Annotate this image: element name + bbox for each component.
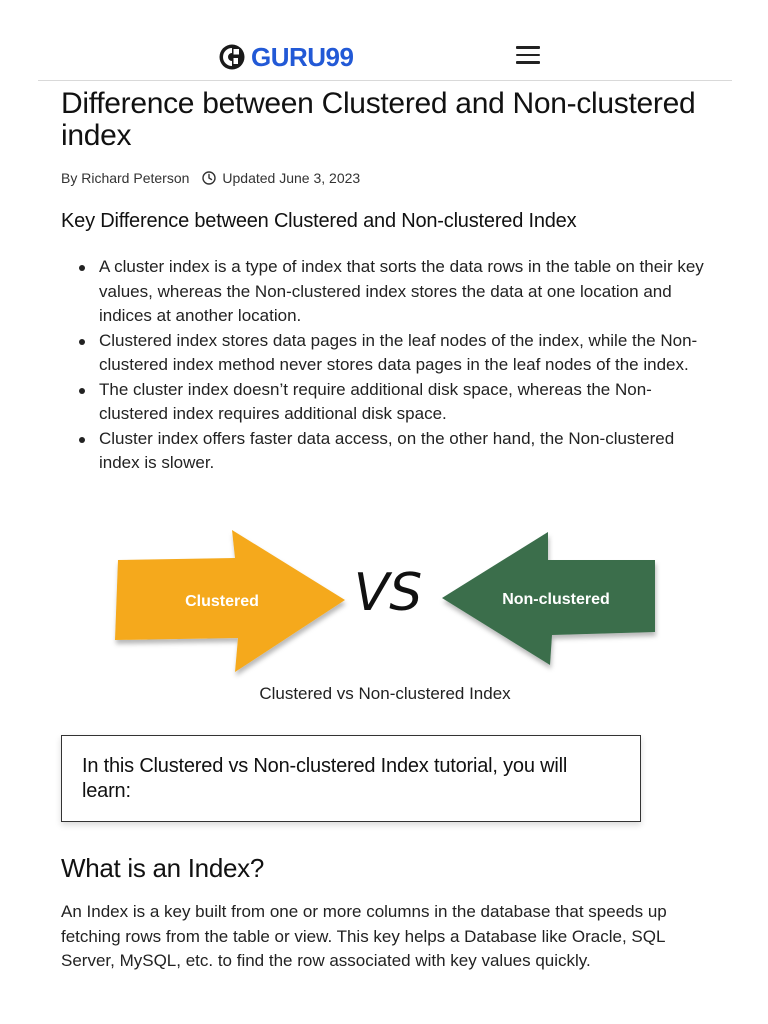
list-item: The cluster index doesn’t require additional disk space, whereas the Non-clustered index requires additional disk space.	[99, 378, 717, 427]
logo-text: GURU99	[251, 42, 354, 72]
section-heading-what-is-index: What is an Index?	[61, 853, 265, 883]
figure-caption: Clustered vs Non-clustered Index	[259, 684, 511, 703]
key-difference-heading: Key Difference between Clustered and Non-clustered Index	[61, 210, 577, 232]
clustered-label: Clustered	[185, 593, 259, 610]
table-of-contents-box	[61, 735, 641, 822]
toc-title: In this Clustered vs Non-clustered Index tutorial, you will learn:	[82, 755, 568, 802]
clustered-vs-nonclustered-image	[110, 520, 665, 680]
list-item: Cluster index offers faster data access, on the other hand, the Non-clustered index is slower.	[99, 427, 717, 476]
list-item: Clustered index stores data pages in the leaf nodes of the index, while the Non-clustered index method never stores data pages in the leaf nodes of the index.	[99, 329, 717, 378]
hamburger-menu-icon[interactable]	[516, 46, 540, 66]
key-difference-list	[99, 255, 717, 476]
site-header	[38, 0, 732, 81]
nonclustered-label: Non-clustered	[502, 591, 610, 608]
updated-date: Updated June 3, 2023	[222, 170, 361, 186]
guru99-logo-icon	[219, 44, 245, 70]
vs-label: VS	[353, 563, 423, 623]
section-paragraph: An Index is a key built from one or more columns in the database that speeds up fetching rows from the table or view. This key helps a Database like Oracle, SQL Server, MySQL, etc. to find the row associated with key values quickly.	[61, 902, 667, 970]
clock-icon	[202, 171, 216, 185]
author-name[interactable]: By Richard Peterson	[61, 170, 190, 186]
list-item: A cluster index is a type of index that sorts the data rows in the table on their key values, whereas the Non-clustered index stores the data at one location and indices at another location.	[99, 255, 717, 329]
article-meta	[61, 170, 360, 186]
site-logo[interactable]	[219, 44, 353, 70]
page-title: Difference between Clustered and Non-clustered index	[61, 87, 696, 152]
